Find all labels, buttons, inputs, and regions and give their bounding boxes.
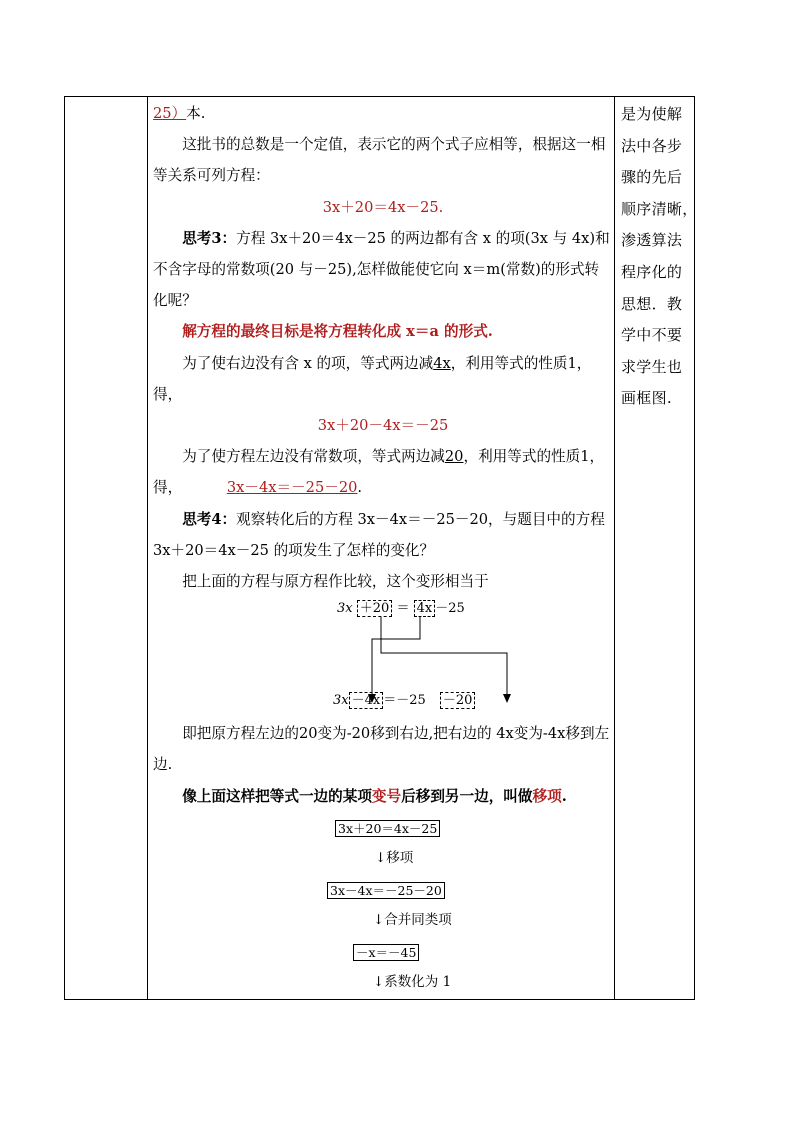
- diagram-bottom-equation: [333, 693, 475, 709]
- line-continuation: [153, 98, 613, 129]
- definition-term-transposition: 移项: [532, 787, 562, 805]
- paragraph-relation: 这批书的总数是一个定值，表示它的两个式子应相等，根据这一相等关系可列方程：: [153, 136, 606, 185]
- column-divider-right: [614, 97, 615, 999]
- think3-text: 方程 3x＋20＝4x－25 的两边都有含 x 的项(3x 与 4x)和不含字母的常数项(20 与－25),怎样做能使它向 x＝m(常数)的形式转化呢？: [153, 229, 610, 310]
- side-note-line: 思想．教: [621, 294, 683, 313]
- definition-paragraph: [153, 781, 613, 812]
- definition-end: .: [561, 787, 567, 805]
- equation-3-end: .: [357, 479, 363, 497]
- side-note-cell: [621, 99, 698, 415]
- side-note-line: 画框图.: [621, 389, 672, 408]
- step1-paragraph: [153, 348, 613, 410]
- equation-3-blank: 3x－4x＝－25－20: [226, 479, 358, 497]
- step2-text-a: 为了使方程左边没有常数项，等式两边减: [182, 448, 445, 466]
- equation-2: 3x＋20－4x＝－25: [317, 417, 449, 435]
- flow-box-transposed-equation: 3x－4x＝－25－20: [327, 882, 445, 899]
- step1-text-b: ，利用等式的性质1，得，: [153, 354, 592, 403]
- top-equals: ＝: [396, 601, 410, 617]
- column-divider-left: [147, 97, 148, 999]
- side-note-line: 法中各步: [621, 136, 683, 155]
- step2-paragraph: [153, 441, 613, 503]
- top-term-minus25: －25: [435, 601, 465, 617]
- transposition-diagram: [153, 597, 613, 715]
- flow-step-coefficient: ↓系数化为 1: [373, 973, 452, 990]
- side-note-line: 程序化的: [621, 262, 683, 281]
- step1-blank: 4x: [433, 354, 451, 372]
- diagram-top-equation: [337, 601, 465, 617]
- bottom-box-minus20: －20: [440, 692, 476, 709]
- bottom-box-minus4x: －4x: [349, 692, 384, 709]
- flow-box-original-equation: 3x＋20＝4x－25: [335, 820, 440, 837]
- line-word: 本.: [186, 105, 206, 122]
- side-note-line: 渗透算法: [621, 231, 683, 250]
- flow-step-combine: ↓合并同类项: [373, 911, 452, 928]
- think3-label: 思考3：: [182, 229, 237, 247]
- arrowhead-icon: [503, 694, 511, 703]
- main-content-cell: [153, 97, 613, 1002]
- bottom-term-3x: 3x: [333, 693, 349, 709]
- goal-statement: 解方程的最终目标是将方程转化成 x＝a 的形式.: [182, 323, 493, 341]
- flow-box-combined-equation: －x＝－45: [353, 944, 419, 961]
- side-note-line: 骤的先后: [621, 168, 683, 187]
- think4-text: 观察转化后的方程 3x－4x＝－25－20，与题目中的方程 3x＋20＝4x－25 的项发生了怎样的变化？: [153, 510, 605, 559]
- step2-text-b: ，利用等式的性质1，得，: [153, 448, 605, 497]
- compare-paragraph: 把上面的方程与原方程作比较，这个变形相当于: [182, 573, 489, 591]
- flow-step-transpose: ↓移项: [375, 849, 414, 866]
- explain-paragraph: 即把原方程左边的20变为-20移到右边,把右边的 4x变为-4x移到左边.: [153, 725, 610, 774]
- solution-flowchart: [153, 812, 613, 1002]
- bottom-term-minus25: ＝－25: [383, 693, 426, 709]
- side-note-line: 是为使解: [621, 105, 683, 123]
- top-term-3x: 3x: [337, 601, 353, 617]
- top-box-plus20: ＋20: [357, 600, 393, 617]
- think4-paragraph: [153, 504, 613, 566]
- blank-answer: 25）: [153, 105, 187, 122]
- definition-term-sign-change: 变号: [371, 787, 402, 805]
- side-note-line: 学中不要: [621, 326, 683, 345]
- definition-text-a: 像上面这样把等式一边的某项: [182, 787, 372, 805]
- think3-paragraph: [153, 223, 613, 317]
- step1-text-a: 为了使右边没有含 x 的项，等式两边减: [182, 354, 434, 372]
- top-box-4x: 4x: [414, 600, 436, 617]
- think4-label: 思考4：: [182, 510, 237, 528]
- equation-1: 3x＋20＝4x－25.: [322, 198, 444, 216]
- definition-text-c: 后移到另一边，叫做: [401, 787, 533, 805]
- side-note-line: 求学生也: [621, 357, 683, 376]
- lesson-table: [64, 96, 698, 1000]
- step2-blank: 20: [444, 448, 464, 466]
- side-note-line: 顺序清晰，: [621, 199, 698, 218]
